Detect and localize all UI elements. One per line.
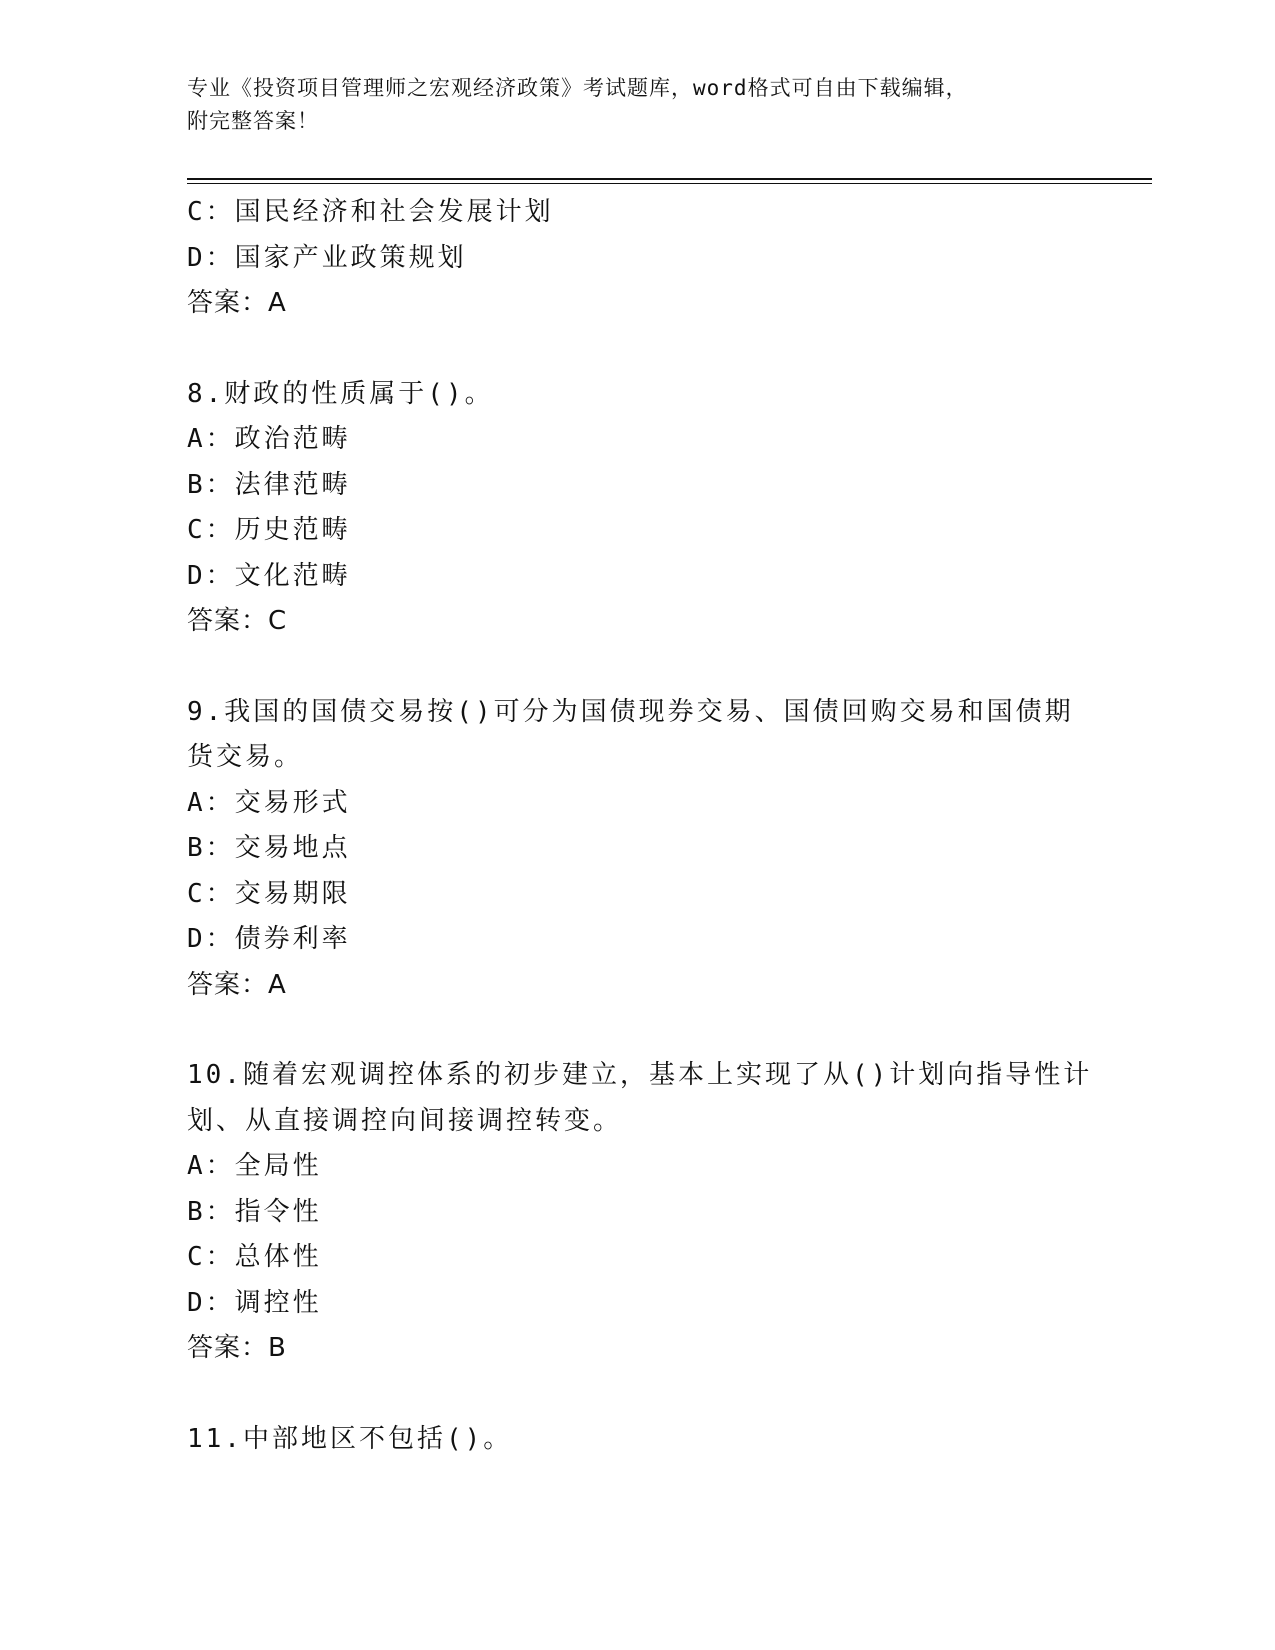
answer-line: 答案：A — [187, 969, 287, 1000]
option-c: C：交易期限 — [187, 878, 351, 909]
header-line-1: 专业《投资项目管理师之宏观经济政策》考试题库，word格式可自由下载编辑， — [187, 76, 968, 100]
option-c: C：国民经济和社会发展计划 — [187, 197, 554, 227]
option-c: C：总体性 — [187, 1242, 322, 1272]
answer-line: 答案：B — [187, 1333, 287, 1363]
header-divider-thin — [187, 183, 1152, 184]
option-d: D：债券利率 — [187, 924, 351, 954]
spacer — [187, 645, 1152, 690]
header-divider-thick — [187, 178, 1152, 180]
option-a: A：政治范畴 — [187, 424, 351, 454]
question-block-11 — [187, 1417, 1152, 1463]
question-stem-line-1: 10.随着宏观调控体系的初步建立，基本上实现了从()计划向指导性计 — [187, 1060, 1093, 1090]
option-b: B：指令性 — [187, 1196, 322, 1227]
option-d: D：国家产业政策规划 — [187, 242, 467, 273]
question-block-partial — [187, 190, 1152, 327]
question-stem: 11.中部地区不包括()。 — [187, 1423, 513, 1454]
option-a: A：全局性 — [187, 1151, 322, 1181]
option-c: C：历史范畴 — [187, 515, 351, 545]
question-block-10 — [187, 1053, 1152, 1372]
option-d: D：调控性 — [187, 1287, 322, 1318]
question-block-8 — [187, 372, 1152, 645]
question-list — [187, 190, 1152, 1462]
question-stem-line-1: 9.我国的国债交易按()可分为国债现券交易、国债回购交易和国债期 — [187, 696, 1074, 727]
option-b: B：法律范畴 — [187, 469, 351, 500]
option-d: D：文化范畴 — [187, 560, 351, 591]
spacer — [187, 1008, 1152, 1053]
question-block-9 — [187, 690, 1152, 1009]
question-stem-line-2: 划、从直接调控向间接调控转变。 — [187, 1105, 623, 1136]
spacer — [187, 327, 1152, 372]
header-line-2: 附完整答案！ — [187, 109, 319, 133]
document-header — [187, 72, 1067, 138]
option-b: B：交易地点 — [187, 833, 351, 863]
spacer — [187, 1372, 1152, 1417]
answer-line: 答案：C — [187, 606, 288, 636]
answer-line: 答案：A — [187, 288, 287, 318]
question-stem: 8.财政的性质属于()。 — [187, 378, 494, 409]
option-a: A：交易形式 — [187, 787, 351, 818]
question-stem-line-2: 货交易。 — [187, 742, 304, 772]
